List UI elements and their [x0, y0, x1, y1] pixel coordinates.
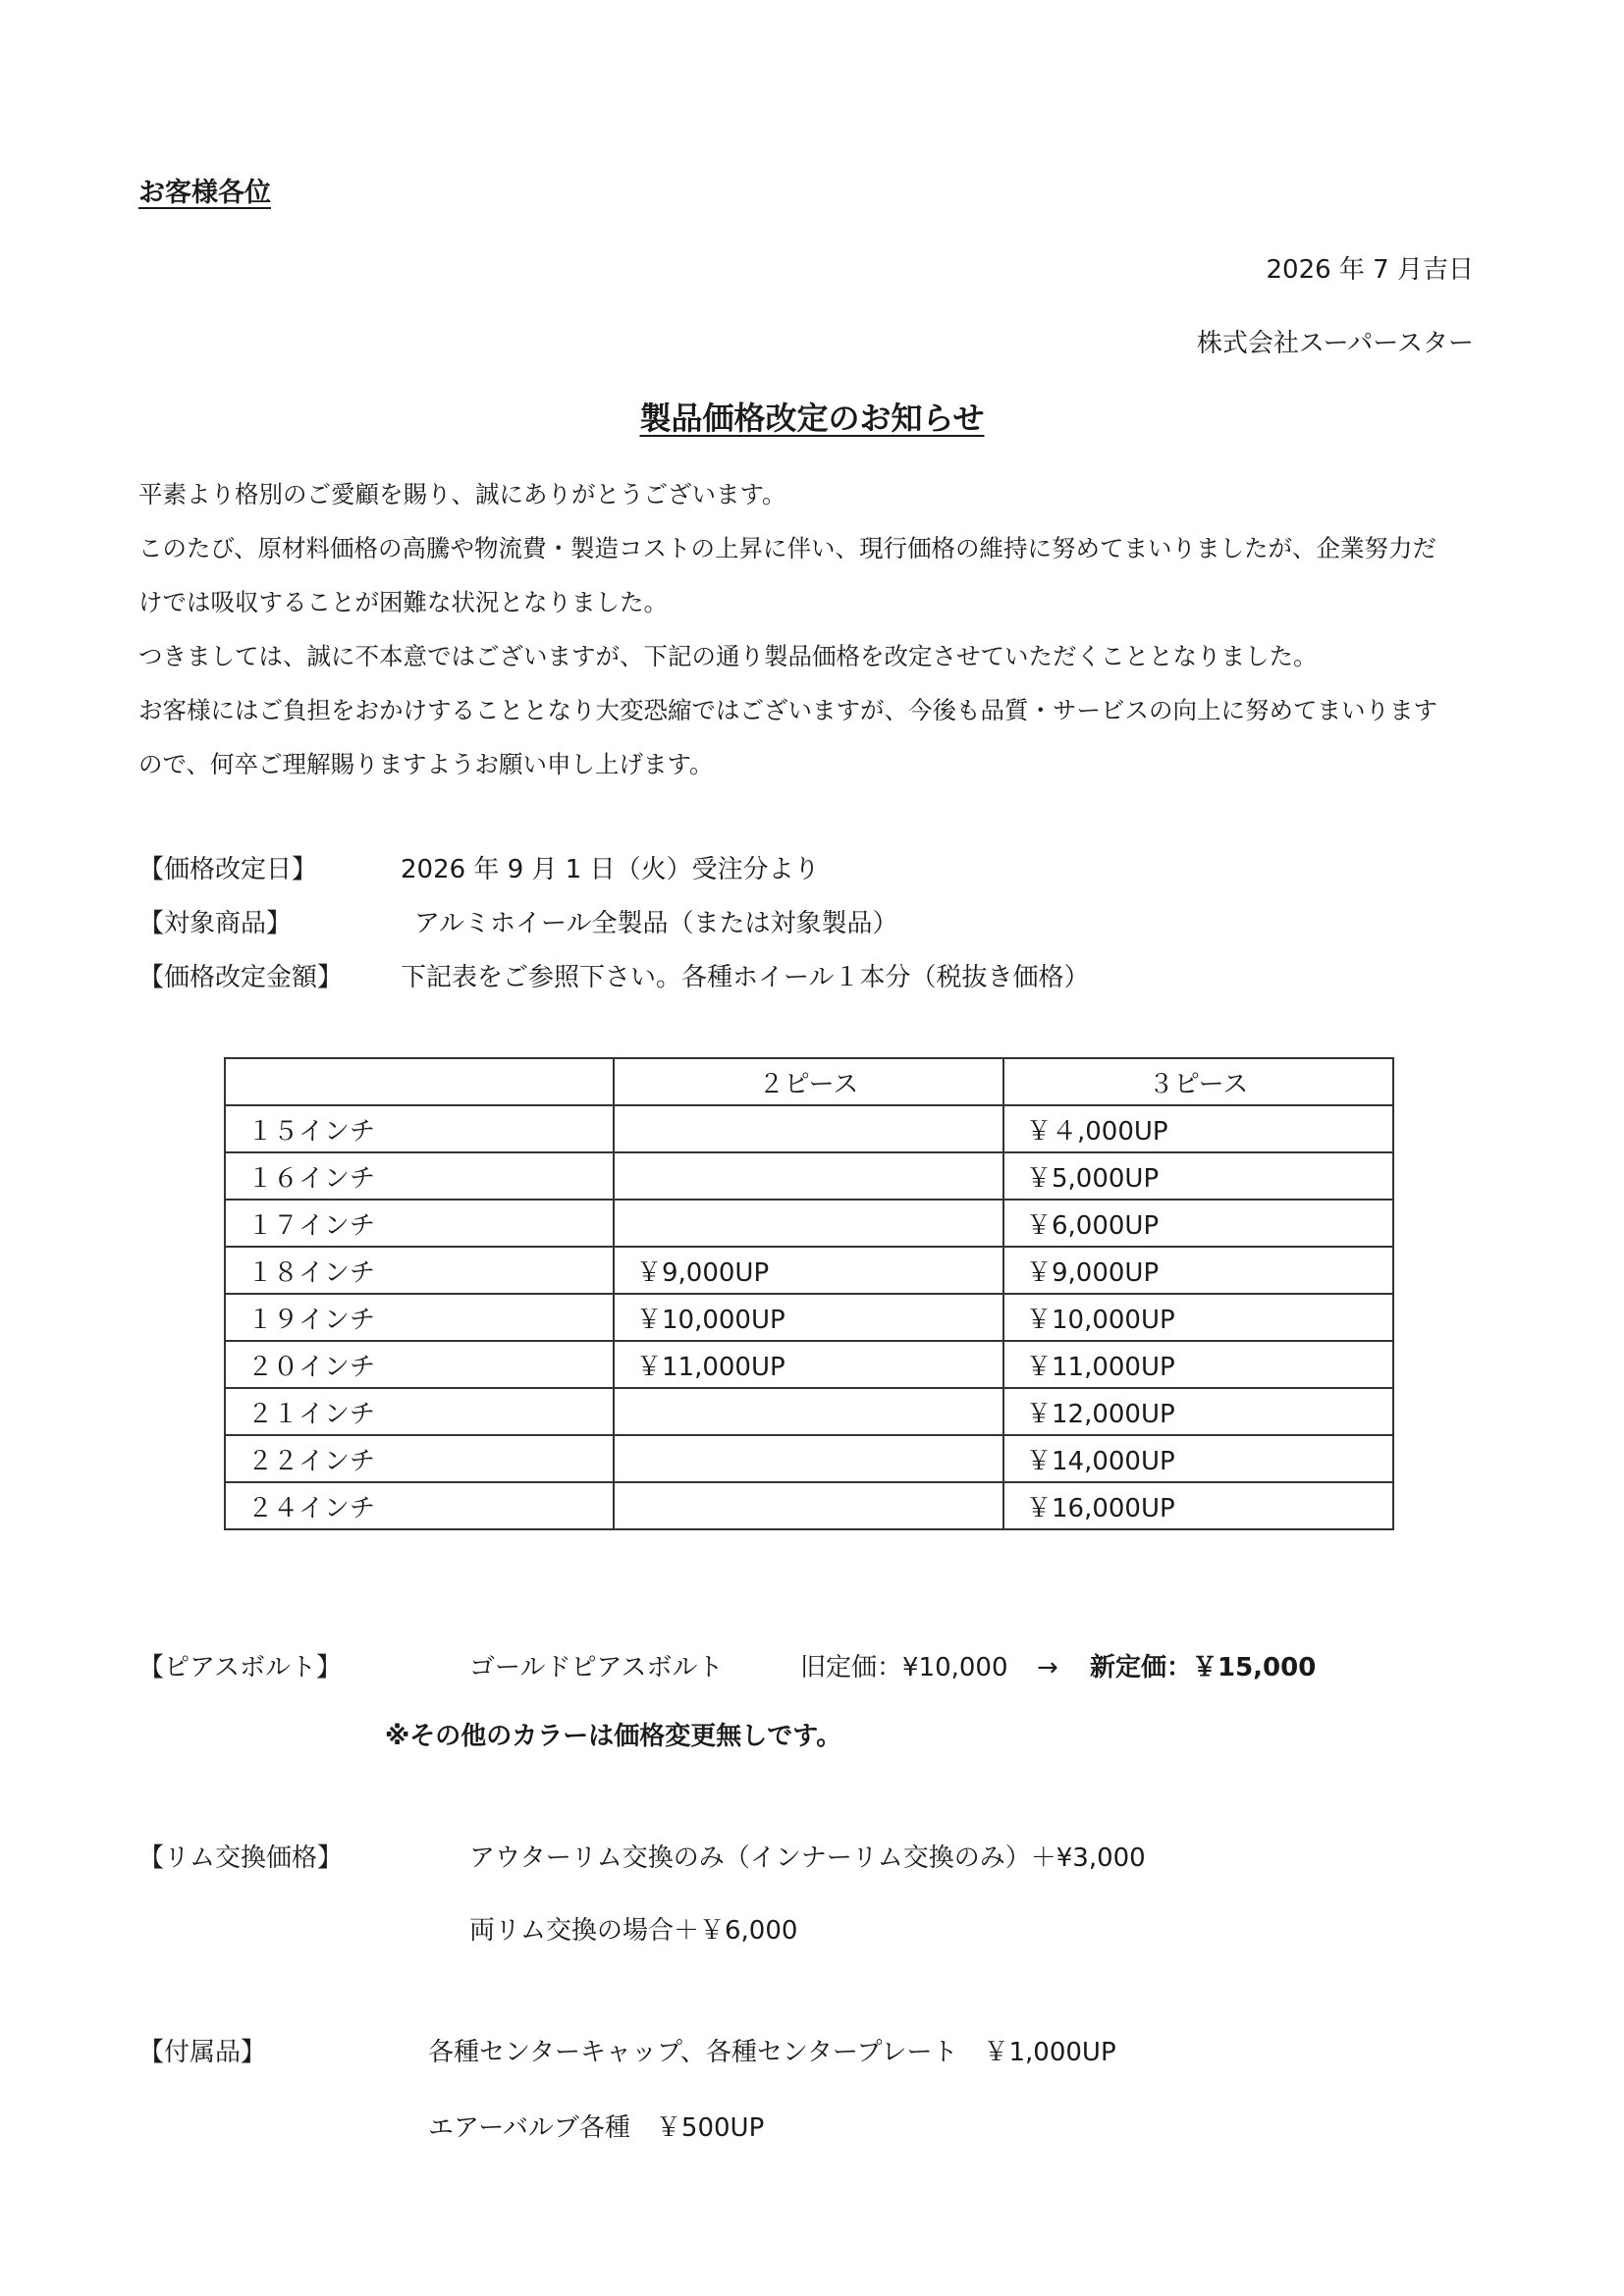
rim-exchange-label: 【リム交換価格】 — [138, 1843, 344, 1873]
table-row — [225, 1152, 1393, 1200]
intro-line: つきましては、誠に不本意ではございますが、下記の通り製品価格を改定させていただくこととなりました。 — [138, 642, 1318, 670]
table-header-cell — [225, 1058, 614, 1105]
accessories-label: 【付属品】 — [138, 2038, 267, 2067]
table-row — [225, 1388, 1393, 1435]
size-cell: ２４インチ — [225, 1482, 614, 1529]
three-piece-cell: ￥４,000UP — [1003, 1105, 1393, 1152]
rim-exchange-item: 両リム交換の場合＋￥6,000 — [469, 1916, 798, 1946]
two-piece-cell — [614, 1388, 1003, 1435]
pierce-bolt-new-price: 新定価：￥15,000 — [1090, 1653, 1317, 1682]
table-row — [225, 1294, 1393, 1341]
table-row — [225, 1105, 1393, 1152]
revision-date-value: 2026 年 9 月 1 日（火）受注分より — [401, 855, 820, 884]
document-title-text: 製品価格改定のお知らせ — [639, 400, 985, 437]
two-piece-cell — [614, 1152, 1003, 1200]
three-piece-cell: ￥14,000UP — [1003, 1435, 1393, 1482]
three-piece-cell: ￥10,000UP — [1003, 1294, 1393, 1341]
two-piece-cell — [614, 1200, 1003, 1247]
two-piece-cell — [614, 1482, 1003, 1529]
addressee: お客様各位 — [138, 178, 271, 208]
table-header-row — [225, 1058, 1393, 1105]
pierce-bolt-old-price: 旧定価：¥10,000 — [800, 1653, 1008, 1682]
issue-date: 2026 年 7 月吉日 — [1266, 255, 1474, 285]
table-header-cell: ３ピース — [1003, 1058, 1393, 1105]
table-row — [225, 1341, 1393, 1388]
accessory-item: エアーバルブ各種 ￥500UP — [428, 2113, 765, 2143]
intro-line: ので、何卒ご理解賜りますようお願い申し上げます。 — [138, 750, 714, 778]
accessory-item: 各種センターキャップ、各種センタープレート ￥1,000UP — [428, 2038, 1116, 2067]
intro-line: けでは吸収することが困難な状況となりました。 — [138, 588, 668, 616]
size-cell: １５インチ — [225, 1105, 614, 1152]
three-piece-cell: ￥11,000UP — [1003, 1341, 1393, 1388]
size-cell: ２０インチ — [225, 1341, 614, 1388]
three-piece-cell: ￥9,000UP — [1003, 1247, 1393, 1294]
pierce-bolt-note: ※その他のカラーは価格変更無しです。 — [385, 1722, 842, 1751]
size-cell: ２２インチ — [225, 1435, 614, 1482]
price-table — [224, 1057, 1394, 1530]
table-header-cell: ２ピース — [614, 1058, 1003, 1105]
revision-amount-label: 【価格改定金額】 — [138, 963, 344, 992]
pierce-bolt-product: ゴールドピアスボルト — [469, 1653, 724, 1682]
two-piece-cell: ￥9,000UP — [614, 1247, 1003, 1294]
size-cell: １８インチ — [225, 1247, 614, 1294]
arrow-icon: → — [1037, 1653, 1058, 1682]
three-piece-cell: ￥6,000UP — [1003, 1200, 1393, 1247]
revision-amount-value: 下記表をご参照下さい。各種ホイール１本分（税抜き価格） — [401, 963, 1090, 992]
size-cell: １６インチ — [225, 1152, 614, 1200]
intro-line: お客様にはご負担をおかけすることとなり大変恐縮ではございますが、今後も品質・サービスの向上に努めてまいります — [138, 696, 1437, 724]
intro-line: このたび、原材料価格の高騰や物流費・製造コストの上昇に伴い、現行価格の維持に努めてまいりましたが、企業努力だ — [138, 534, 1437, 562]
table-row — [225, 1435, 1393, 1482]
intro-line: 平素より格別のご愛顧を賜り、誠にありがとうございます。 — [138, 480, 786, 508]
size-cell: １７インチ — [225, 1200, 614, 1247]
three-piece-cell: ￥12,000UP — [1003, 1388, 1393, 1435]
table-row — [225, 1247, 1393, 1294]
document-title — [0, 400, 1624, 437]
size-cell: ２１インチ — [225, 1388, 614, 1435]
table-row — [225, 1482, 1393, 1529]
two-piece-cell — [614, 1105, 1003, 1152]
revision-date-label: 【価格改定日】 — [138, 855, 318, 884]
two-piece-cell: ￥11,000UP — [614, 1341, 1003, 1388]
rim-exchange-item: アウターリム交換のみ（インナーリム交換のみ）＋¥3,000 — [469, 1843, 1146, 1873]
company-name: 株式会社スーパースター — [1196, 329, 1474, 358]
two-piece-cell — [614, 1435, 1003, 1482]
size-cell: １９インチ — [225, 1294, 614, 1341]
table-row — [225, 1200, 1393, 1247]
pierce-bolt-label: 【ピアスボルト】 — [138, 1653, 342, 1682]
target-products-value: アルミホイール全製品（または対象製品） — [414, 909, 898, 938]
three-piece-cell: ￥5,000UP — [1003, 1152, 1393, 1200]
two-piece-cell: ￥10,000UP — [614, 1294, 1003, 1341]
three-piece-cell: ￥16,000UP — [1003, 1482, 1393, 1529]
target-products-label: 【対象商品】 — [138, 909, 293, 938]
